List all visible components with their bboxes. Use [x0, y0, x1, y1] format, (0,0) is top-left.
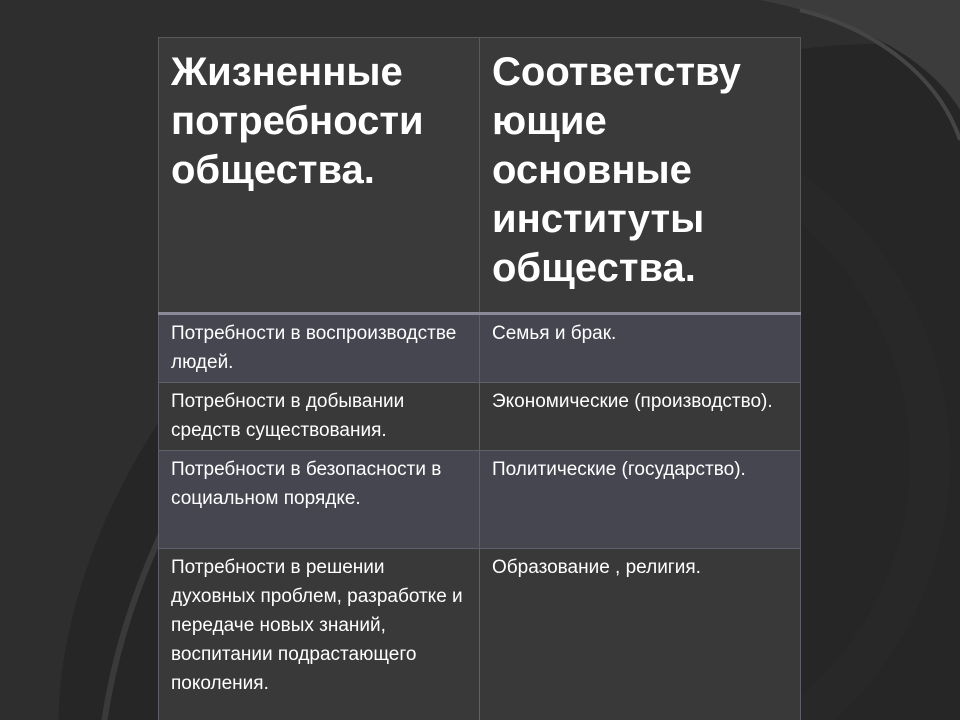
- institution-cell: Семья и брак.: [480, 314, 801, 383]
- needs-institutions-table: [158, 37, 801, 720]
- need-cell: Потребности в решении духовных проблем, разработке и передаче новых знаний, воспитании подрастающего поколения.: [159, 549, 480, 720]
- table-header-row: [159, 38, 801, 314]
- institution-cell: Политические (государство).: [480, 451, 801, 549]
- institution-cell: Образование , религия.: [480, 549, 801, 720]
- need-cell: Потребности в безопасности в социальном порядке.: [159, 451, 480, 549]
- need-cell: Потребности в добывании средств существования.: [159, 383, 480, 451]
- table-row: [159, 451, 801, 549]
- table-row: [159, 383, 801, 451]
- institution-cell: Экономические (производство).: [480, 383, 801, 451]
- need-cell: Потребности в воспроизводстве людей.: [159, 314, 480, 383]
- header-needs: Жизненные потребности общества.: [159, 38, 480, 314]
- table-row: [159, 549, 801, 720]
- table-row: [159, 314, 801, 383]
- header-institutions: Соответству ющие основные институты общества.: [480, 38, 801, 314]
